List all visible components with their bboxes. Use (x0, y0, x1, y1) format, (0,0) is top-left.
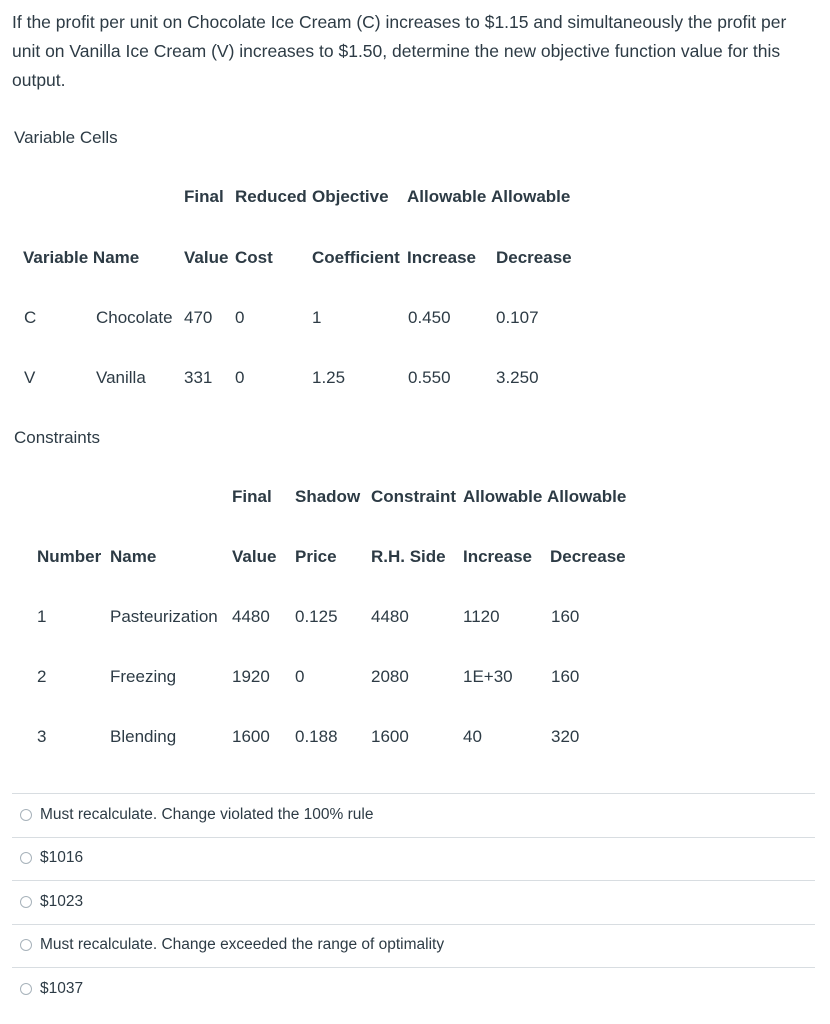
radio-button[interactable] (20, 983, 32, 995)
radio-button[interactable] (20, 809, 32, 821)
con-row-3-number: 3 (37, 727, 47, 746)
option-label: Must recalculate. Change violated the 100% rule (40, 806, 374, 823)
con-row-1-decrease: 160 (551, 607, 580, 626)
var-header-decrease: Decrease (496, 248, 572, 267)
option-label: $1016 (40, 849, 84, 866)
var-header-final: Final (184, 187, 224, 206)
var-row-c-name: Chocolate (96, 308, 173, 327)
option-label: $1037 (40, 980, 84, 997)
option-label: $1023 (40, 893, 84, 910)
con-header-name: Name (110, 547, 157, 566)
con-row-2-number: 2 (37, 667, 47, 686)
option-divider (12, 793, 815, 794)
constraints-title: Constraints (14, 428, 100, 447)
con-header-final: Final (232, 487, 272, 506)
con-row-1-name: Pasteurization (110, 607, 218, 626)
var-header-coefficient: Coefficient (312, 248, 400, 267)
var-header-value: Value (184, 248, 229, 267)
con-row-2-price: 0 (295, 667, 305, 686)
radio-button[interactable] (20, 939, 32, 951)
con-header-increase: Increase (463, 547, 532, 566)
variable-cells-title: Variable Cells (14, 128, 118, 147)
var-row-c-cost: 0 (235, 308, 245, 327)
con-row-1-number: 1 (37, 607, 47, 626)
option-divider (12, 967, 815, 968)
con-header-price: Price (295, 547, 337, 566)
con-header-allowable-dec: Allowable (547, 487, 627, 506)
con-row-2-name: Freezing (110, 667, 177, 686)
con-row-3-rhs: 1600 (371, 727, 409, 746)
con-header-allowable-inc: Allowable (463, 487, 543, 506)
option-divider (12, 924, 815, 925)
var-header-cost: Cost (235, 248, 273, 267)
var-row-v-cost: 0 (235, 368, 245, 387)
var-row-v-coef: 1.25 (312, 368, 346, 387)
con-row-3-name: Blending (110, 727, 177, 746)
con-row-2-rhs: 2080 (371, 667, 409, 686)
var-row-c-increase: 0.450 (408, 308, 451, 327)
radio-button[interactable] (20, 852, 32, 864)
option-divider (12, 837, 815, 838)
con-header-constraint: Constraint (371, 487, 456, 506)
con-row-2-decrease: 160 (551, 667, 580, 686)
question-text: If the profit per unit on Chocolate Ice Cream (C) increases to $1.15 and simultaneously the profit per unit on Vanilla Ice Cream (V) increases to $1.50, determine the new objective function value for this output. (12, 12, 787, 90)
var-row-c-value: 470 (184, 308, 213, 327)
con-row-1-rhs: 4480 (371, 607, 409, 626)
radio-button[interactable] (20, 896, 32, 908)
con-row-1-increase: 1120 (463, 607, 500, 626)
var-row-v-increase: 0.550 (408, 368, 451, 387)
var-row-v-name: Vanilla (96, 368, 146, 387)
var-row-v-decrease: 3.250 (496, 368, 539, 387)
con-row-2-value: 1920 (232, 667, 270, 686)
option-label: Must recalculate. Change exceeded the range of optimality (40, 936, 445, 953)
var-row-v-id: V (24, 368, 36, 387)
con-header-rhs: R.H. Side (371, 547, 446, 566)
var-header-objective: Objective (312, 187, 389, 206)
var-header-reduced: Reduced (235, 187, 307, 206)
con-row-1-value: 4480 (232, 607, 270, 626)
con-row-3-increase: 40 (463, 727, 482, 746)
con-header-shadow: Shadow (295, 487, 361, 506)
var-row-c-id: C (24, 308, 37, 327)
option-divider (12, 880, 815, 881)
con-row-2-increase: 1E+30 (463, 667, 513, 686)
con-header-number: Number (37, 547, 102, 566)
con-row-3-value: 1600 (232, 727, 270, 746)
var-header-variable-name: Variable Name (23, 248, 140, 267)
var-header-allowable-inc: Allowable (407, 187, 487, 206)
con-row-1-price: 0.125 (295, 607, 338, 626)
var-header-allowable-dec: Allowable (491, 187, 571, 206)
con-header-value: Value (232, 547, 277, 566)
var-row-v-value: 331 (184, 368, 213, 387)
con-header-decrease: Decrease (550, 547, 626, 566)
con-row-3-decrease: 320 (551, 727, 580, 746)
var-row-c-coef: 1 (312, 308, 322, 327)
var-row-c-decrease: 0.107 (496, 308, 539, 327)
var-header-increase: Increase (407, 248, 476, 267)
con-row-3-price: 0.188 (295, 727, 338, 746)
